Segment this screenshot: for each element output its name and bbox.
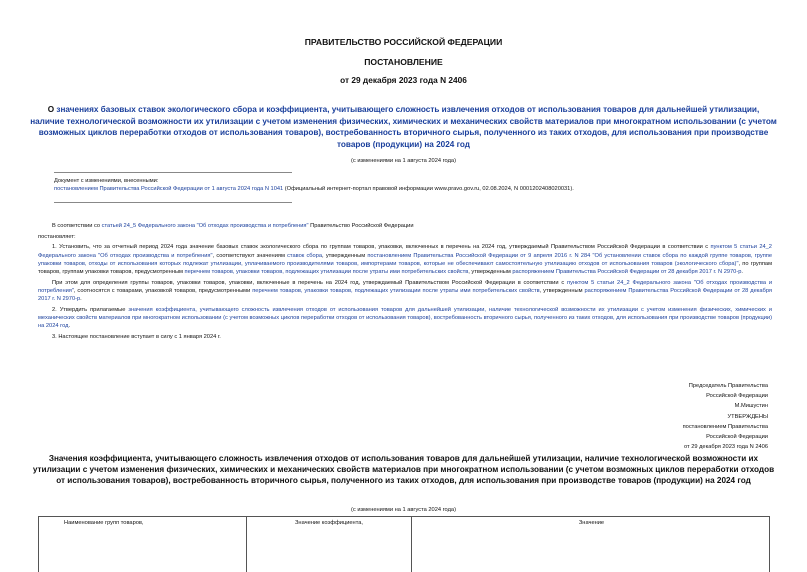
intro-paragraph (38, 222, 772, 230)
paragraph-2 (38, 306, 772, 331)
signature-line-2: Российской Федерации (706, 393, 768, 400)
p1-text-b: , соответствуют значениям (212, 252, 288, 259)
table-header-coefficient: Значение коэффициента, (295, 520, 363, 526)
p1-text-e: , утвержденным (468, 269, 513, 276)
p1-link-1[interactable]: пунктом 5 статьи 24_2 Федерального закона "Об отходах производства и потребления" (38, 244, 772, 259)
p1-text-c: , утвержденным (322, 252, 368, 259)
approved-line-2: Российской Федерации (706, 434, 768, 441)
paragraph-3: 3. Настоящее постановление вступает в силу с 1 января 2024 г. (52, 333, 221, 340)
amendments-line (54, 185, 774, 193)
intro-text-end: Правительство Российской Федерации (308, 223, 414, 229)
p1-text-d: , по группам товаров, группам упаковки товаров, предусмотренным (38, 260, 772, 276)
divider-top (54, 172, 292, 173)
intro-link[interactable]: статьей 24_5 Федерального закона "Об отходах производства и потребления" (101, 223, 309, 229)
document-body (38, 222, 772, 344)
table-header-value: Значение (578, 520, 605, 526)
approved-date: от 29 декабря 2023 года N 2406 (683, 444, 768, 451)
table-divider-2 (411, 517, 412, 572)
date-number: от 29 декабря 2023 года N 2406 (340, 75, 467, 85)
changes-note: (с изменениями на 1 августа 2024 года) (351, 158, 456, 164)
coefficients-table (38, 516, 770, 572)
table-divider-1 (246, 517, 247, 572)
paragraph-1 (38, 243, 772, 276)
p2-link[interactable]: значения коэффициента, учитывающего сложность извлечения отходов от использования товаров для дальнейшей утилизации, наличие технологической возможности их утилизации с учетом изменения физических, химических и механических свойств материалов при многократном использовании (с учетом возможных циклов переработки отходов от использования товаров), востребованность вторичного сырья, полученного из таких отходов, для использования при производстве товаров (продукции) на 2024 год (38, 306, 772, 330)
paragraph-1b (38, 279, 772, 304)
p1b-text-a: При этом для определения группы товаров, упаковки товаров, упаковки, включенные в перечень на 2024 год, утверждаемый Правительством Российской Федерации в соответствии с (52, 279, 568, 286)
approved-label: УТВЕРЖДЕНЫ (727, 413, 768, 420)
p1b-text-b: , соотносятся с товарами, упаковкой товаров, предусмотренными (73, 287, 253, 294)
p1-link-5[interactable]: распоряжением Правительства Российской Федерации от 28 декабря 2017 г. N 2970-р (512, 269, 742, 276)
decree-word: постановляет: (38, 233, 76, 240)
title-link[interactable]: значениях базовых ставок экологического сбора и коэффициента, учитывающего сложность извлечения отходов от использования товаров для дальнейшей утилизации, наличие технологической возможности их утилизации с учетом изменения физических, химических и механических свойств материалов при многократном использовании (с учетом возможных циклов переработки отходов от использования товаров), востребованность вторичного сырья, полученного из таких отходов, для использования при производстве товаров (продукции) на 2024 год (30, 105, 777, 149)
document-title (30, 104, 777, 150)
p1b-text-c: , утвержденным (539, 287, 585, 294)
p1-text-a: 1. Установить, что за отчетный период 2024 года значение базовых ставок экологического сбора по группам товаров, упаковки, включенных в перечень на 2024 год, утверждаемый Правительством Российской Федерации в соответствии с (52, 244, 711, 251)
appendix-changes-note: (с изменениями на 1 августа 2024 года) (351, 507, 456, 513)
table-header-groups: Наименование групп товаров, (64, 520, 144, 526)
signature-block (560, 381, 768, 452)
approved-line-1: постановлением Правительства (682, 423, 768, 430)
p1b-link-1[interactable]: пунктом 5 статьи 24_2 Федерального закона "Об отходах производства и потребления" (38, 279, 772, 294)
p1b-link-3[interactable]: распоряжением Правительства Российской Федерации от 28 декабря 2017 г. N 2970-р (38, 287, 772, 303)
government-heading: ПРАВИТЕЛЬСТВО РОССИЙСКОЙ ФЕДЕРАЦИИ (304, 37, 503, 47)
appendix-title: Значения коэффициента, учитывающего сложность извлечения отходов от использования товаров для дальнейшей утилизации, наличие технологической возможности их утилизации с учетом изменения физических, химических и механических свойств материалов при многократном использовании (с учетом возможных циклов переработки отходов от использования товаров), востребованность вторичного сырья, полученного из таких отходов, для использования при производстве товаров (продукции) на 2024 год (32, 454, 775, 486)
p2-text-a: 2. Утвердить прилагаемые (52, 306, 129, 313)
p1-link-3[interactable]: постановлением Правительства Российской Федерации от 9 апреля 2016 г. N 284 "Об установлении ставок сбора по каждой группе товаров, группе упаковки товаров, отходы от использования которых подлежат утилизации, уплачиваемого производителями товаров, импортерами товаров, которые не обеспечивают самостоятельную утилизацию отходов от использования товаров (экологического сбора)" (38, 252, 773, 267)
divider-bottom (54, 202, 292, 203)
p1-link-4[interactable]: перечнем товаров, упаковки товаров, подлежащих утилизации после утраты ими потребительских свойств (184, 269, 469, 276)
signature-line-1: Председатель Правительства (688, 383, 768, 389)
p1b-link-2[interactable]: перечнем товаров, упаковки товаров, подлежащих утилизации после утраты ими потребительских свойств (252, 287, 540, 294)
amendments-block (54, 177, 774, 193)
amendment-rest: (Официальный интернет-портал правовой информации www.pravo.gov.ru, 02.08.2024, N 0001202408020031). (283, 186, 574, 193)
p2-text-b: . (68, 323, 71, 330)
amendments-label: Документ с изменениями, внесенными: (54, 178, 159, 184)
p1-text-f: . (741, 269, 743, 276)
amendment-link[interactable]: постановлением Правительства Российской Федерации от 1 августа 2024 года N 1041 (54, 186, 284, 193)
doc-type-heading: ПОСТАНОВЛЕНИЕ (364, 57, 443, 67)
title-prefix: О (47, 105, 57, 114)
intro-text: В соответствии со (52, 223, 102, 229)
p1b-text-d: . (80, 296, 82, 303)
signature-name: М.Мишустин (734, 403, 768, 410)
p1-link-2[interactable]: ставок сбора (287, 252, 323, 259)
